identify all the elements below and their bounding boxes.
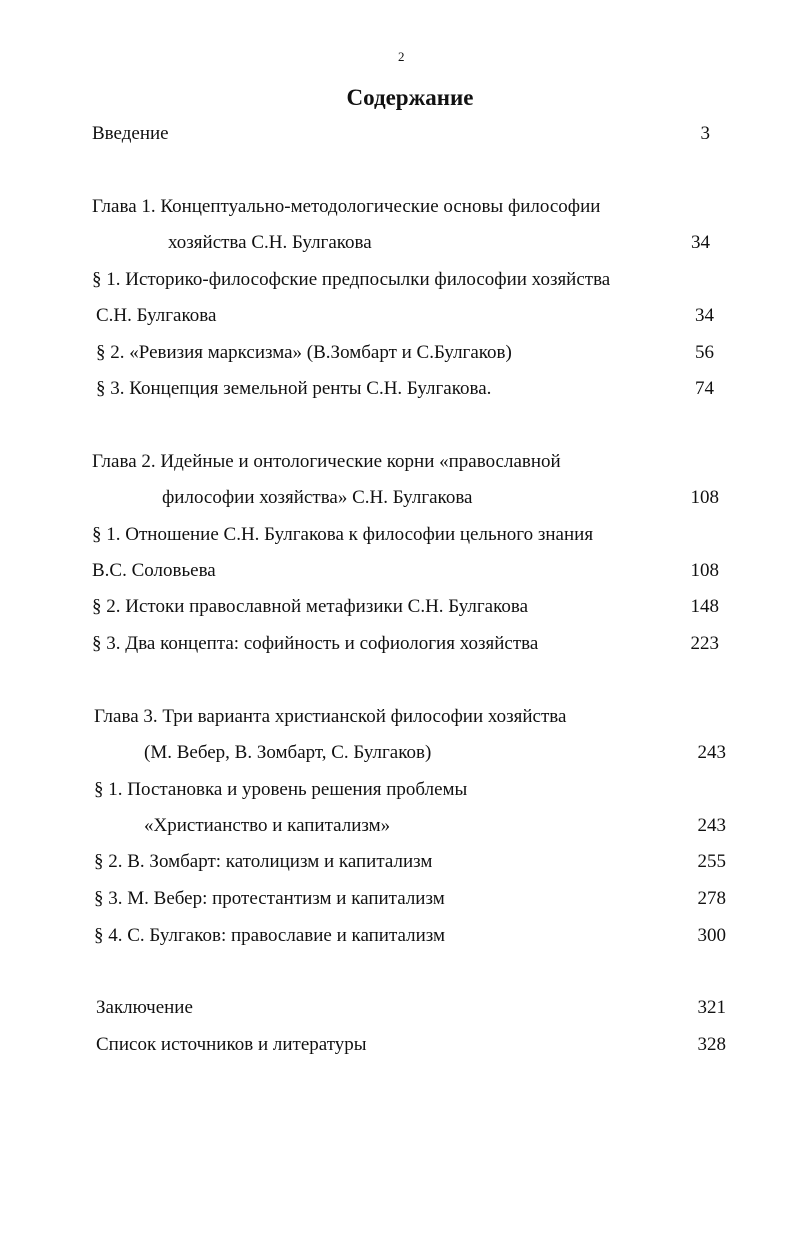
chapter1-section2-page: 56 [695, 342, 714, 363]
chapter3-section1-page: 243 [697, 815, 726, 836]
chapter1-section3-page: 74 [695, 378, 714, 399]
chapter2-section2-page: 148 [690, 596, 719, 617]
chapter1-section1-line2: С.Н. Булгакова [96, 305, 217, 326]
chapter1-section1-page: 34 [695, 305, 714, 326]
chapter2-title-line2: философии хозяйства» С.Н. Булгакова [162, 487, 473, 508]
chapter2-section1-page: 108 [690, 560, 719, 581]
toc-intro-page: 3 [700, 123, 710, 144]
chapter3-section3-page: 278 [697, 888, 726, 909]
toc-conclusion-page: 321 [697, 997, 726, 1018]
chapter2-section1-line2: В.С. Соловьева [92, 560, 216, 581]
toc-title: Содержание [346, 85, 474, 110]
chapter1-section1-line1: § 1. Историко-философские предпосылки философии хозяйства [92, 269, 611, 290]
toc-bibliography-page: 328 [697, 1034, 726, 1055]
chapter3-section4-text: § 4. С. Булгаков: православие и капитализм [94, 925, 446, 946]
chapter1-title-line2: хозяйства С.Н. Булгакова [168, 232, 372, 253]
toc-bibliography-text: Список источников и литературы [96, 1034, 367, 1055]
chapter1-section3-text: § 3. Концепция земельной ренты С.Н. Булгакова. [96, 378, 492, 399]
chapter2-page: 108 [690, 487, 719, 508]
chapter3-section2-page: 255 [697, 851, 726, 872]
chapter3-section2-text: § 2. В. Зомбарт: католицизм и капитализм [94, 851, 433, 872]
chapter3-title-line2: (М. Вебер, В. Зомбарт, С. Булгаков) [144, 742, 432, 763]
chapter3-section1-line1: § 1. Постановка и уровень решения проблемы [94, 779, 468, 800]
chapter3-section1-line2: «Христианство и капитализм» [144, 815, 391, 836]
chapter1-section2-text: § 2. «Ревизия марксизма» (В.Зомбарт и С.Булгаков) [96, 342, 512, 363]
chapter2-section3-text: § 3. Два концепта: софийность и софиология хозяйства [92, 633, 539, 654]
chapter2-section2-text: § 2. Истоки православной метафизики С.Н. Булгакова [92, 596, 529, 617]
chapter3-title-line1: Глава 3. Три варианта христианской философии хозяйства [94, 706, 567, 727]
chapter2-section1-line1: § 1. Отношение С.Н. Булгакова к философии цельного знания [92, 524, 594, 545]
chapter2-section3-page: 223 [690, 633, 719, 654]
chapter3-section3-text: § 3. М. Вебер: протестантизм и капитализм [94, 888, 445, 909]
page-number: 2 [398, 49, 405, 64]
chapter3-page: 243 [697, 742, 726, 763]
chapter1-page: 34 [691, 232, 710, 253]
chapter3-section4-page: 300 [697, 925, 726, 946]
toc-intro-text: Введение [92, 123, 169, 144]
toc-conclusion-text: Заключение [96, 997, 193, 1018]
chapter1-title-line1: Глава 1. Концептуально-методологические основы философии [92, 196, 601, 217]
chapter2-title-line1: Глава 2. Идейные и онтологические корни «православной [92, 451, 561, 472]
